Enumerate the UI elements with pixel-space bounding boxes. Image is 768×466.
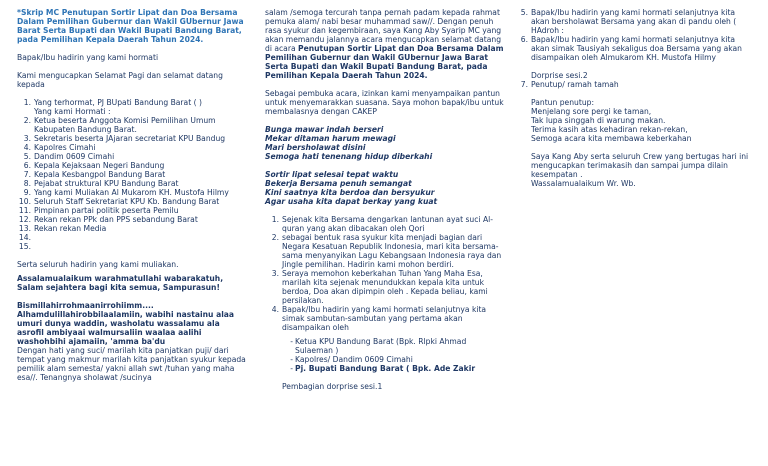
pantun-closing bbox=[514, 107, 754, 143]
agenda-item: 1. Sejenak kita Bersama dengarkan lantunan ayat suci Al-quran yang akan dibacakan oleh Qori bbox=[271, 215, 493, 233]
guest-item: 13. Rekan rekan Media bbox=[18, 224, 107, 233]
pantun-line: Menjelang sore pergi ke taman, bbox=[531, 107, 652, 116]
opening-text: Sebagai pembuka acara, izinkan kami menyampaikan pantun untuk menyemarakkan suasana. Saya mohon bapak/ibu untuk membalasnya dengan CAKEP bbox=[265, 89, 504, 116]
pantun-line: Semoga acara kita membawa keberkahan bbox=[531, 134, 692, 143]
agenda-item: 3. Seraya memohon keberkahan Tuhan Yang Maha Esa, marilah kita sejenak menundukkan kepala kita untuk berdoa, Doa akan dipimpin oleh . Kepada beliau, kami persilakan. bbox=[271, 269, 488, 305]
guest-list bbox=[17, 98, 249, 251]
pantun-line: Agar usaha kita dapat berkay yang kuat bbox=[265, 197, 438, 206]
guest-item: 6. Kepala Kejaksaan Negeri Bandung bbox=[23, 161, 165, 170]
document-title: *Skrip MC Penutupan Sortir Lipat dan Doa Bersama Dalam Pemilihan Gubernur dan Wakil GUbernur Jawa Barat Serta Bupati dan Wakil Bupati Bandung Barat, pada Pemilihan Kepala Daerah Tahun 2024. bbox=[17, 8, 244, 44]
pantun-line: Bekerja Bersama penuh semangat bbox=[265, 179, 412, 188]
pantun-line: Sortir lipat selesai tepat waktu bbox=[265, 170, 399, 179]
guest-item: 9. Yang kami Muliakan Al Mukarom KH. Mustofa Hilmy bbox=[23, 188, 229, 197]
pantun-label: Pantun penutup: bbox=[531, 98, 595, 107]
closing-list bbox=[514, 80, 754, 89]
guest-item: 15. bbox=[18, 242, 31, 251]
column-middle bbox=[265, 8, 505, 391]
praise-text: Dengan hati yang suci/ marilah kita panjatkan puji/ dari tempat yang makmur marilah kita panjatkan syukur kepada pemilik alam semesta/ yakni allah swt /tuhan yang maha esa//. Tenangnya sholawat /sucinya bbox=[17, 346, 246, 382]
closing-line: Wassalamualaikum Wr. Wb. bbox=[531, 179, 636, 188]
welcome-text: Kami mengucapkan Selamat Pagi dan selamat datang kepada bbox=[17, 71, 223, 89]
agenda-list bbox=[265, 215, 505, 332]
guest-item: 11. Pimpinan partai politik peserta Pemilu bbox=[18, 206, 179, 215]
honor-text: Serta seluruh hadirin yang kami muliakan. bbox=[17, 260, 179, 269]
guest-item: 8. Pejabat struktural KPU Bandung Barat bbox=[23, 179, 179, 188]
speaker-item: - Kapolres/ Dandim 0609 Cimahi bbox=[290, 355, 413, 364]
pantun-line: Mekar ditaman harum mewagi bbox=[265, 134, 396, 143]
continuation-plain: salam /semoga tercurah tanpa pernah padam kepada rahmat pemuka alam/ nabi besar muhammad saw//. Dengan penuh rasa syukur dan kegembiraan, saya Kang Aby Syarip MC yang akan memandu jalannya acara mengucapkan selamat datang di acara bbox=[265, 8, 502, 53]
guest-item: Yang kami Hormati : bbox=[34, 107, 111, 116]
guest-item: 12. Rekan rekan PPk dan PPS sebandung Barat bbox=[18, 215, 198, 224]
doorprize-2: Dorprise sesi.2 bbox=[531, 71, 588, 80]
continuation-text bbox=[265, 8, 505, 80]
pantun-line: Tak lupa singgah di warung makan. bbox=[531, 116, 666, 125]
guest-item: 7. Kepala Kesbangpol Bandung Barat bbox=[23, 170, 166, 179]
continuation-bold: Penutupan Sortir Lipat dan Doa Bersama Dalam Pemilihan Gubernur dan Wakil GUbernur Jawa Barat Serta Bupati dan Wakil Bupati Bandung Barat, pada Pemilihan Kepala Daerah Tahun 2024. bbox=[265, 44, 504, 80]
bismillah-text: Bismillahirrohmaanirrohiimm.... Alhamdulillahirobbilaalamiin, wabihi nastainu alaa umuri dunya waddin, washolatu wassalamu ala asrofil ambiyaai walmursaliin waalaa aalihi washohbihi ajamaiin, 'amma ba'du bbox=[17, 301, 235, 346]
closing-line: Saya Kang Aby serta seluruh Crew yang bertugas hari ini mengucapkan terimakasih dan sampai jumpa dilain kesempatan . bbox=[531, 152, 749, 179]
guest-item: 4. Kapolres Cimahi bbox=[23, 143, 96, 152]
column-right bbox=[514, 8, 754, 188]
greeting: Bapak/Ibu hadirin yang kami hormati bbox=[17, 53, 159, 62]
pantun-opening bbox=[265, 125, 505, 161]
agenda-list-2 bbox=[514, 8, 754, 62]
agenda-item: 2. sebagai bentuk rasa syukur kita menjadi bagian dari Negara Kesatuan Republik Indonesia, mari kita bersama-sama menyanyikan Lagu Kebangsaan Indonesia raya dan Jingle pemilihan. Hadirin kami mohon berdiri. bbox=[271, 233, 502, 269]
speaker-list bbox=[265, 337, 505, 373]
guest-item: 10. Seluruh Staff Sekretariat KPU Kb. Bandung Barat bbox=[18, 197, 220, 206]
salam-text: Assalamualaikum warahmatullahi wabarakatuh, Salam sejahtera bagi kita semua, Sampurasun! bbox=[17, 274, 224, 292]
guest-item: 1. Yang terhormat, PJ BUpati Bandung Barat ( ) bbox=[23, 98, 202, 107]
pantun-sortir bbox=[265, 170, 505, 206]
pantun-line: Terima kasih atas kehadiran rekan-rekan, bbox=[531, 125, 688, 134]
closing-remarks bbox=[514, 152, 754, 188]
guest-item: 5. Dandim 0609 Cimahi bbox=[23, 152, 115, 161]
closing-item: 7. Penutup/ ramah tamah bbox=[520, 80, 619, 89]
column-left bbox=[17, 8, 249, 382]
doorprize-1: Pembagian dorprise sesi.1 bbox=[282, 382, 383, 391]
pantun-line: Bunga mawar indah berseri bbox=[265, 125, 384, 134]
pantun-line: Kini saatnya kita berdoa dan bersyukur bbox=[265, 188, 435, 197]
speaker-item: - Pj. Bupati Bandung Barat ( Bpk. Ade Zakir bbox=[290, 364, 476, 373]
agenda-item: 6. Bapak/Ibu hadirin yang kami hormati selanjutnya kita akan simak Tausiyah sekaligus doa Bersama yang akan disampaikan oleh Almukarom KH. Mustofa Hilmy bbox=[520, 35, 742, 62]
guest-item: 3. Sekretaris beserta JAjaran secretariat KPU Bandug bbox=[23, 134, 226, 143]
guest-item: 2. Ketua beserta Anggota Komisi Pemilihan Umum Kabupaten Bandung Barat. bbox=[23, 116, 216, 134]
speaker-item: - Ketua KPU Bandung Barat (Bpk. Rlpki Ahmad Sulaeman ) bbox=[290, 337, 467, 355]
guest-item: 14. bbox=[18, 233, 31, 242]
agenda-item: 4. Bapak/Ibu hadirin yang kami hormati selanjutnya kita simak sambutan-sambutan yang pertama akan disampaikan oleh bbox=[271, 305, 487, 332]
pantun-line: Mari bersholawat disini bbox=[265, 143, 366, 152]
agenda-item: 5. Bapak/Ibu hadirin yang kami hormati selanjutnya kita akan bersholawat Bersama yang akan di pandu oleh ( HAdroh : bbox=[520, 8, 737, 35]
pantun-line: Semoga hati tenenang hidup diberkahi bbox=[265, 152, 433, 161]
